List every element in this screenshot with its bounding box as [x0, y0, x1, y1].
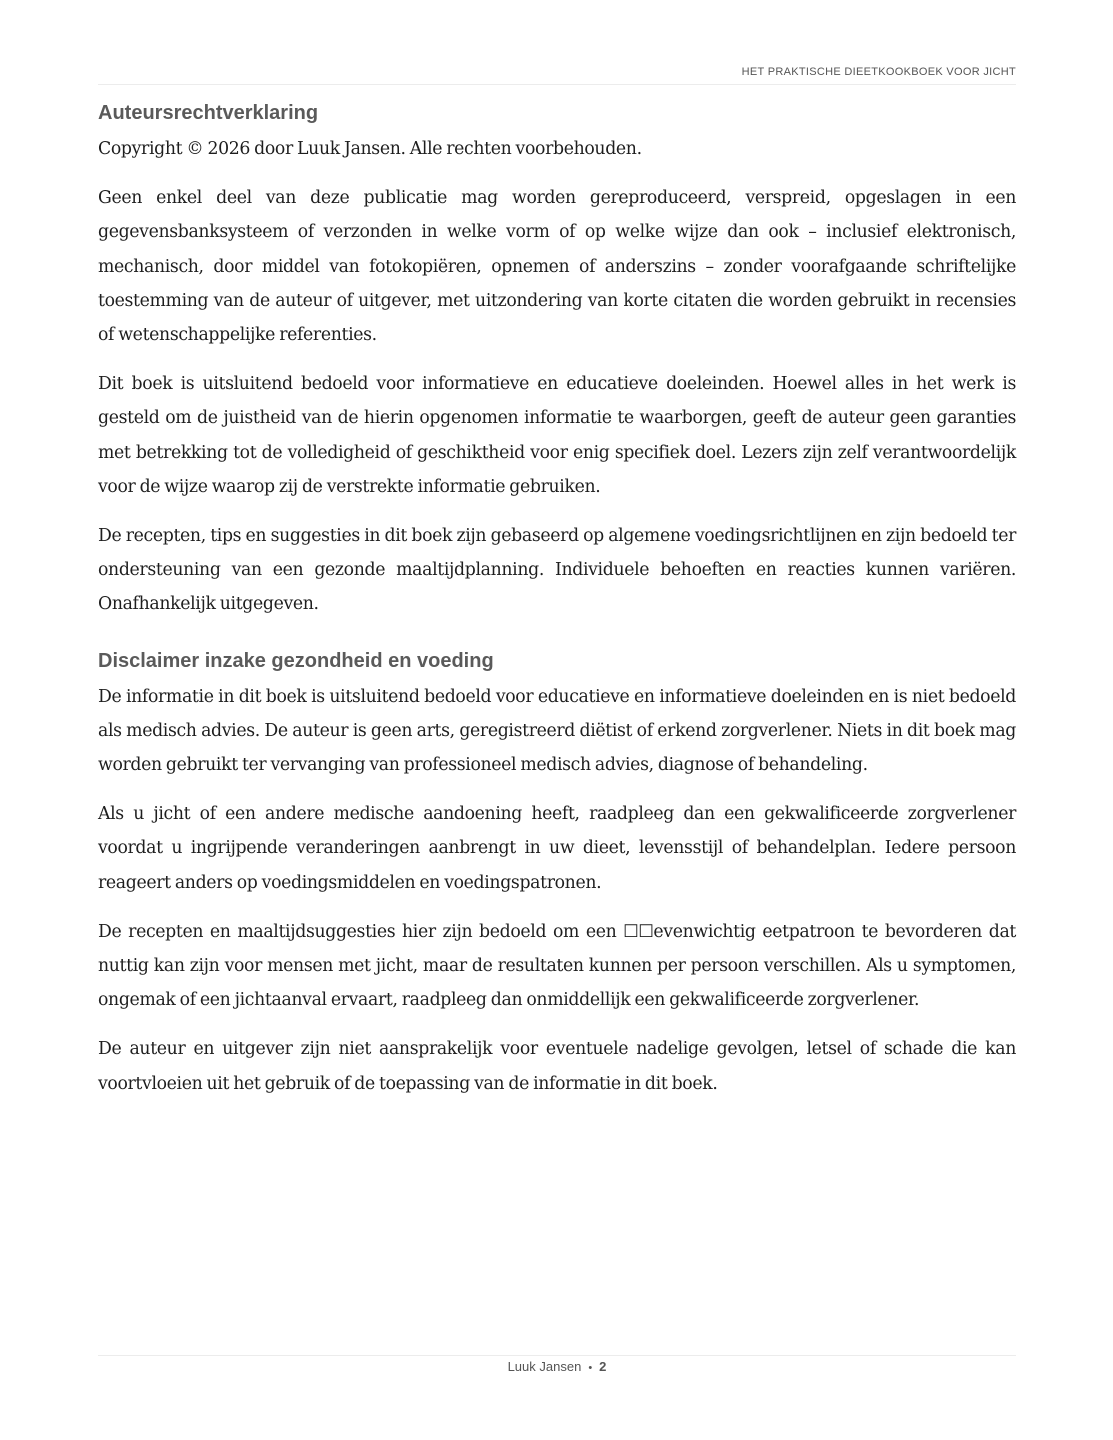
copyright-notice: Copyright © 2026 door Luuk Jansen. Alle rechten voorbehouden.	[98, 139, 642, 159]
liability-paragraph: De auteur en uitgever zijn niet aansprakelijk voor eventuele nadelige gevolgen, letsel of schade die kan voortvloeien uit het gebruik of de toepassing van de informatie in dit boek.	[98, 1039, 1016, 1094]
purpose-paragraph: Dit boek is uitsluitend bedoeld voor informatieve en educatieve doeleinden. Hoewel alles in het werk is gesteld om de juistheid van de hierin opgenomen informatie te waarborgen, geeft de auteur geen garanties met betrekking tot de volledigheid of geschiktheid voor enig specifiek doel. Lezers zijn zelf verantwoordelijk voor de wijze waarop zij de verstrekte informatie gebruiken.	[98, 374, 1016, 497]
footer-divider	[98, 1355, 1016, 1356]
footer-author: Luuk Jansen	[507, 1359, 582, 1374]
page-number: 2	[599, 1359, 607, 1374]
running-header: HET PRAKTISCHE DIEETKOOKBOEK VOOR JICHT	[741, 66, 1016, 78]
recipes-paragraph: De recepten, tips en suggesties in dit boek zijn gebaseerd op algemene voedingsrichtlijnen en zijn bedoeld ter ondersteuning van een gezonde maaltijdplanning. Individuele behoeften en reacties kunnen variëren. Onafhankelijk uitgegeven.	[98, 526, 1016, 615]
disclaimer-heading: Disclaimer inzake gezondheid en voeding	[98, 649, 494, 672]
consult-paragraph: Als u jicht of een andere medische aandoening heeft, raadpleeg dan een gekwalificeerde zorgverlener voordat u ingrijpende veranderingen aanbrengt in uw dieet, levensstijl of behandelplan. Iedere persoon reageert anders op voedingsmiddelen en voedingspatronen.	[98, 804, 1016, 893]
header-divider	[98, 84, 1016, 85]
footer-bullet: •	[588, 1362, 593, 1374]
page-footer	[98, 1359, 1016, 1374]
meal-suggestions-paragraph: De recepten en maaltijdsuggesties hier zijn bedoeld om een ☐☐evenwichtig eetpatroon te bevorderen dat nuttig kan zijn voor mensen met jicht, maar de resultaten kunnen per persoon verschillen. Als u symptomen, ongemak of een jichtaanval ervaart, raadpleeg dan onmiddellijk een gekwalificeerde zorgverlener.	[98, 921, 1016, 1011]
document-page	[98, 0, 1016, 1440]
reproduction-paragraph: Geen enkel deel van deze publicatie mag worden gereproduceerd, verspreid, opgeslagen in een gegevensbanksysteem of verzonden in welke vorm of op welke wijze dan ook – inclusief elektronisch, mechanisch, door middel van fotokopiëren, opnemen of anderszins – zonder voorafgaande schriftelijke toestemming van de auteur of uitgever, met uitzondering van korte citaten die worden gebruikt in recensies of wetenschappelijke referenties.	[98, 188, 1016, 346]
copyright-heading: Auteursrechtverklaring	[98, 102, 319, 124]
medical-advice-paragraph: De informatie in dit boek is uitsluitend bedoeld voor educatieve en informatieve doeleinden en is niet bedoeld als medisch advies. De auteur is geen arts, geregistreerd diëtist of erkend zorgverlener. Niets in dit boek mag worden gebruikt ter vervanging van professioneel medisch advies, diagnose of behandeling.	[98, 686, 1016, 776]
page-content	[98, 98, 1016, 1116]
